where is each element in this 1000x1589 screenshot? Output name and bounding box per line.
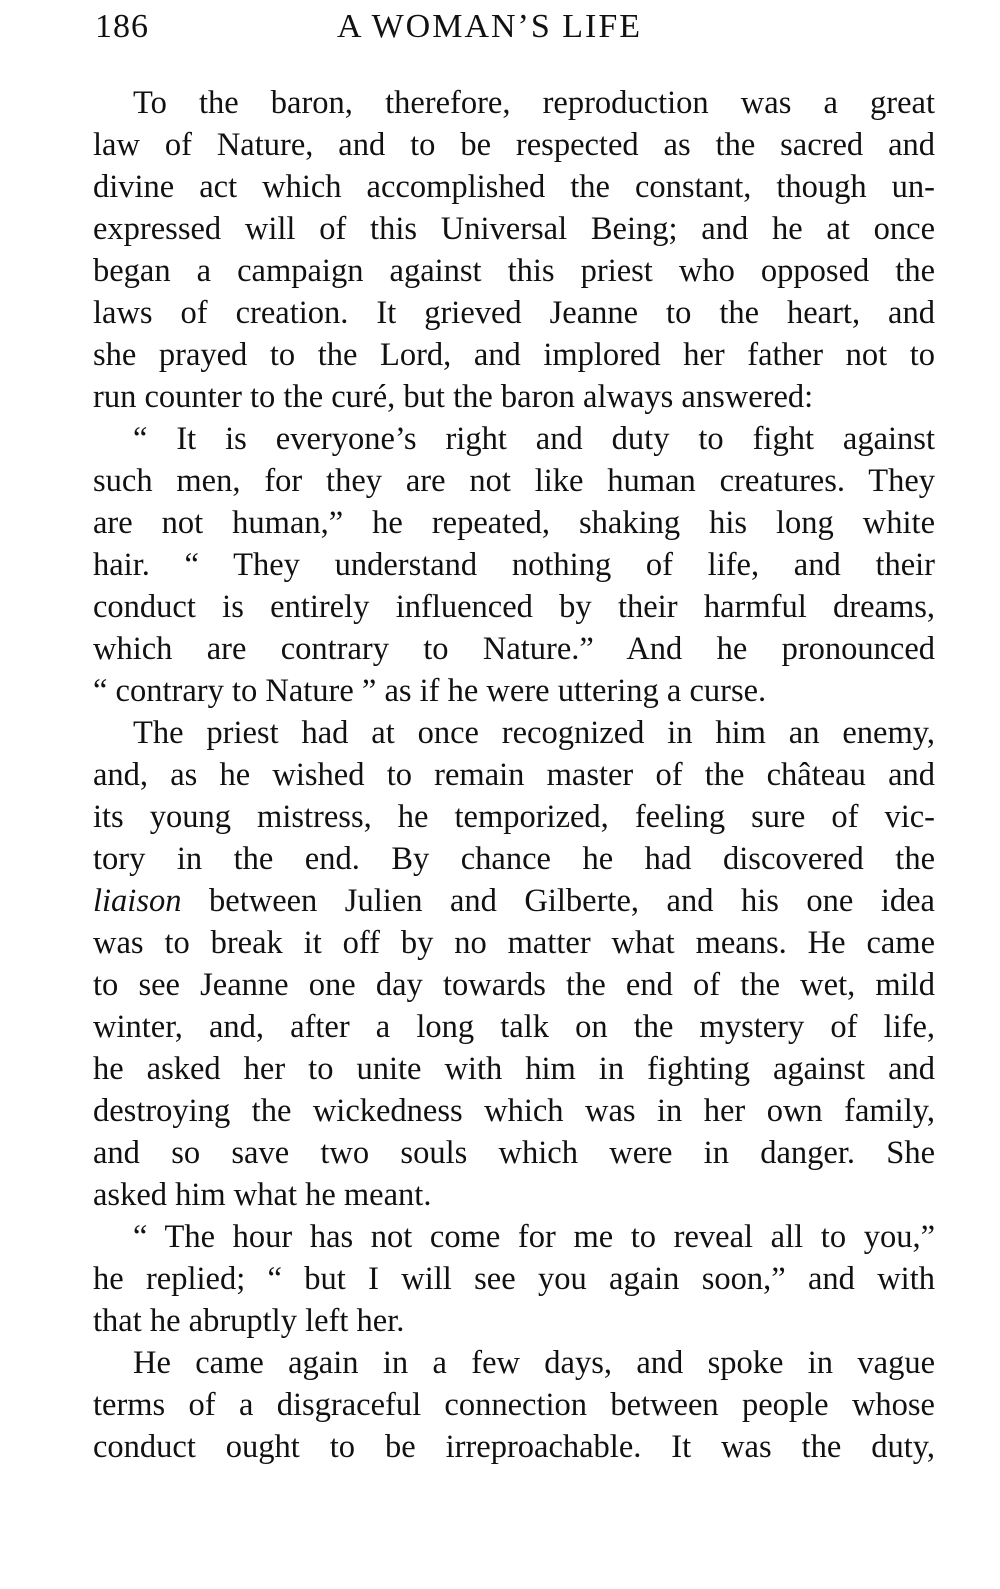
text-line: expressed will of this Universal Being; and he at once xyxy=(93,211,935,247)
italic-word: liaison xyxy=(93,883,182,919)
text-line: “ The hour has not come for me to reveal all to you,” xyxy=(133,1219,935,1255)
paragraph xyxy=(93,82,935,418)
text-line: liaison between Julien and Gilberte, and his one idea xyxy=(93,883,935,919)
running-title: A WOMAN’S LIFE xyxy=(337,8,643,45)
text-line: divine act which accomplished the constant, though un- xyxy=(93,169,935,205)
text-line: conduct ought to be irreproachable. It was the duty, xyxy=(93,1429,935,1465)
text-line: he replied; “ but I will see you again soon,” and with xyxy=(93,1261,935,1297)
text-line: he asked her to unite with him in fighting against and xyxy=(93,1051,935,1087)
paragraph xyxy=(93,418,935,712)
text-line: hair. “ They understand nothing of life, and their xyxy=(93,547,935,583)
text-line: and, as he wished to remain master of the château and xyxy=(93,757,935,793)
page-header xyxy=(95,8,935,50)
text-line: to see Jeanne one day towards the end of the wet, mild xyxy=(93,967,935,1003)
text-line: To the baron, therefore, reproduction was a great xyxy=(133,85,935,121)
text-line: winter, and, after a long talk on the mystery of life, xyxy=(93,1009,935,1045)
text-line: destroying the wickedness which was in her own family, xyxy=(93,1093,935,1129)
body-text xyxy=(93,82,935,1468)
text-line: “ contrary to Nature ” as if he were uttering a curse. xyxy=(93,673,767,709)
text-line: “ It is everyone’s right and duty to fight against xyxy=(133,421,935,457)
text-line: law of Nature, and to be respected as the sacred and xyxy=(93,127,935,163)
text-line: such men, for they are not like human creatures. They xyxy=(93,463,935,499)
text-line: conduct is entirely influenced by their harmful dreams, xyxy=(93,589,935,625)
page-number: 186 xyxy=(95,8,149,45)
text-line: He came again in a few days, and spoke in vague xyxy=(133,1345,935,1381)
text-line: and so save two souls which were in danger. She xyxy=(93,1135,935,1171)
text-line: tory in the end. By chance he had discovered the xyxy=(93,841,935,877)
text-line: that he abruptly left her. xyxy=(93,1303,405,1339)
paragraph xyxy=(93,712,935,1216)
text-line: laws of creation. It grieved Jeanne to the heart, and xyxy=(93,295,935,331)
text-line: The priest had at once recognized in him an enemy, xyxy=(133,715,935,751)
text-line: run counter to the curé, but the baron always answered: xyxy=(93,379,814,415)
text-line: was to break it off by no matter what means. He came xyxy=(93,925,935,961)
paragraph xyxy=(93,1216,935,1342)
paragraph xyxy=(93,1342,935,1468)
text-line: its young mistress, he temporized, feeling sure of vic- xyxy=(93,799,935,835)
text-line: which are contrary to Nature.” And he pronounced xyxy=(93,631,935,667)
text-line: are not human,” he repeated, shaking his long white xyxy=(93,505,935,541)
text-line: she prayed to the Lord, and implored her father not to xyxy=(93,337,935,373)
text-line: began a campaign against this priest who opposed the xyxy=(93,253,935,289)
text-line: asked him what he meant. xyxy=(93,1177,432,1213)
text-line: terms of a disgraceful connection between people whose xyxy=(93,1387,935,1423)
